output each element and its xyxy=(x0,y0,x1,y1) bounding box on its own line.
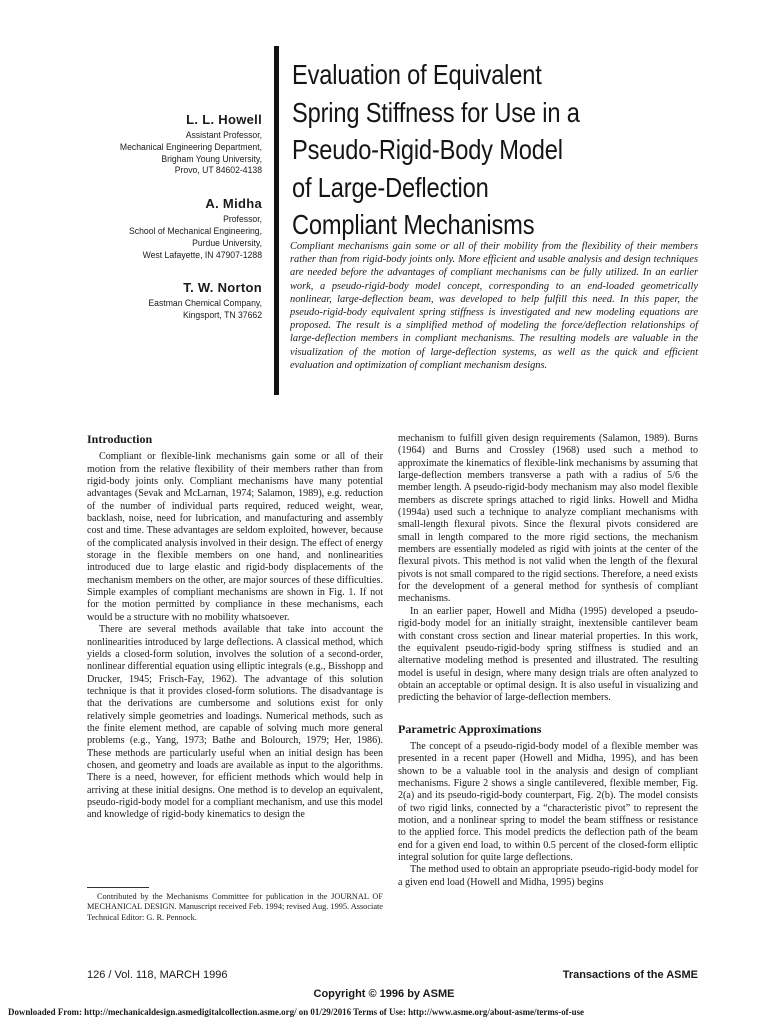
author-affiliation-line: Assistant Professor, xyxy=(185,130,262,141)
author-affiliation-line: School of Mechanical Engineering, xyxy=(129,225,262,237)
title-line: of Large-Deflection xyxy=(292,171,489,203)
title-line: Compliant Mechanisms xyxy=(292,209,535,240)
author-block xyxy=(40,196,262,261)
body-paragraph: Compliant or flexible-link mechanisms gain some or all of their motion from the relative flexibility of their members rather than from rigid-body joints only. Compliant mechanisms have many potential advantages (Sevak and McLarnan, 1974; Salamon, 1989), e.g. reduction of the number of individual parts required, reduced weight, wear, backlash, noise, need for lubrication, and manufacturing and assembly cost and time. These advantages are seldom exploited, however, because of the complicated analysis involved in their design. The effect of energy storage in the flexible members on one hand, and nonlinearities introduced due to large elastic and rigid-body displacements of the mechanism members on the other, are major sources of these difficulties. Simple examples of compliant mechanisms are shown in Fig. 1. If not for the motion permitted by compliance in these mechanisms, each would be a structure with no mobility whatsoever. xyxy=(87,451,383,623)
abstract: Compliant mechanisms gain some or all of their mobility from the flexibility of their members rather than from rigid-body joints only. More efficient and usable analysis and design techniques are needed before the advantages of compliant mechanisms can be fully utilized. In an earlier work, a pseudo-rigid-body model concept, corresponding to an end-loaded geometrically nonlinear, large-deflection beam, was developed to help fulfill this need. In this paper, the pseudo-rigid-body equivalent spring stiffness is investigated and new modeling equations are proposed. The result is a simplified method of modeling the force/deflection relationships of large-deflection members in compliant mechanisms. The resulting models are valuable in the visualization of the motion of large-deflection systems, as well as the quick and efficient evaluation and optimization of compliant mechanism designs. xyxy=(290,241,698,371)
author-affiliation-line: Brigham Young University, xyxy=(161,153,262,165)
author-block xyxy=(40,280,262,322)
author-affiliation-line: Purdue University, xyxy=(192,237,262,249)
author-affiliation-line: Eastman Chemical Company, xyxy=(148,298,262,310)
author-name: L. L. Howell xyxy=(186,112,262,127)
right-column xyxy=(398,433,698,889)
left-column xyxy=(87,433,383,822)
author-affiliation-line: Mechanical Engineering Department, xyxy=(119,141,262,153)
author-name: T. W. Norton xyxy=(183,280,262,296)
body-paragraph: mechanism to fulfill given design requirements (Salamon, 1989). Burns (1964) and Burns and Crossley (1968) used such a method to approximate the kinematics of flexible-link mechanisms by assuming that large-deflection members transverse a path with a radius of 5/6 the member length. A pseudo-rigid-body mechanism may also model flexible members as discrete springs attached to rigid links. Howell and Midha (1994a) used such a technique to analyze compliant mechanisms with small-length flexural pivots. Since the flexural pivots considered are small in length compared to the more rigid sections, the mechanism members are essentially modeled as rigid with joints at the center of the flexural pivots. This method is not valid when the length of the flexural pivots is not small compared to the rigid sections. Therefore, a need exists for the development of a general method for synthesis of compliant mechanisms. xyxy=(398,433,698,605)
body-paragraph: In an earlier paper, Howell and Midha (1995) developed a pseudo-rigid-body model for an initially straight, inextensible cantilever beam with constant cross section and linear material properties. In this work, the equivalent pseudo-rigid-body spring stiffness is studied and an alternative modeling method is presented and illustrated. The resulting model is useful in design, where many design trials are often analyzed to obtain an acceptable or optimal design. It is also useful in visualizing and predicting the behavior of large-deflection members. xyxy=(398,605,698,704)
body-paragraph: There are several methods available that take into account the nonlinearities introduced by large deflections. A classical method, which yields a closed-form solution, involves the solution of a second-order, nonlinear differential equation using elliptic integrals (e.g., Bisshopp and Drucker, 1945; Frisch-Fay, 1962). The advantage of this solution technique is that it provides closed-form solutions. The disadvantage is that the derivations are cumbersome and solutions exist for only relatively simple geometries and loadings. Numerical methods, such as the finite element method, are capable of solving much more general problems (e.g., Yang, 1973; Bathe and Bolourch, 1979; Her, 1986). These methods are particularly useful when an initial design has been chosen, and geometry and loads are available as input to the algorithms. There is a need, however, for efficient methods which would help in arriving at these initial designs. One method is to develop an equivalent, pseudo-rigid-body model for a compliant mechanism, and use this model and knowledge of rigid-body kinematics to design the xyxy=(87,624,383,821)
section-heading: Parametric Approximations xyxy=(398,721,542,736)
author-affiliation-line: West Lafayette, IN 47907-1288 xyxy=(142,249,262,261)
author-affiliation-line: Provo, UT 84602-4138 xyxy=(174,165,262,177)
body-paragraph: The concept of a pseudo-rigid-body model of a flexible member was presented in a recent paper (Howell and Midha, 1995), and has been shown to be a valuable tool in the analysis and design of compliant mechanisms. Figure 2 shows a single cantilevered, flexible member, Fig. 2(a) and its pseudo-rigid-body counterpart, Fig. 2(b). The model consists of two rigid links, connected by a “characteristic pivot” to represent the motion, and a nonlinear spring to model the beam stiffness or resistance to the applied force. This model predicts the deflection path of the beam end for a given end load, to within 0.5 percent of the closed-form elliptic integral solution for quite large deflections. xyxy=(398,740,698,863)
body-paragraph: The method used to obtain an appropriate pseudo-rigid-body model for a given end load (Howell and Midha, 1995) begins xyxy=(398,864,698,888)
author-affiliation-line: Professor, xyxy=(223,214,262,226)
author-list xyxy=(40,112,262,341)
title-line: Spring Stiffness for Use in a xyxy=(292,96,580,128)
download-notice: Downloaded From: http://mechanicaldesign.asmedigitalcollection.asme.org/ on 01/29/2016 Terms of Use: http://www.asme.org/about-asme/terms-of-use xyxy=(8,1007,585,1018)
copyright-notice: Copyright © 1996 by ASME xyxy=(313,988,455,1000)
author-name: A. Midha xyxy=(205,196,262,212)
footnote-rule xyxy=(87,887,149,888)
author-affiliation-line: Kingsport, TN 37662 xyxy=(182,310,262,322)
journal-name: Transactions of the ASME xyxy=(562,969,698,981)
page-info: 126 / Vol. 118, MARCH 1996 xyxy=(87,969,228,981)
paper-title xyxy=(292,56,653,244)
title-line: Evaluation of Equivalent xyxy=(292,59,542,90)
footnote: Contributed by the Mechanisms Committee for publication in the JOURNAL OF MECHANICAL DESIGN. Manuscript received Feb. 1994; revised Aug. 1995. Associate Technical Editor: G. R. Pennock. xyxy=(87,892,383,922)
title-line: Pseudo-Rigid-Body Model xyxy=(292,134,563,165)
author-block xyxy=(40,112,262,177)
title-divider-rule xyxy=(274,46,279,395)
section-heading: Introduction xyxy=(87,432,153,446)
